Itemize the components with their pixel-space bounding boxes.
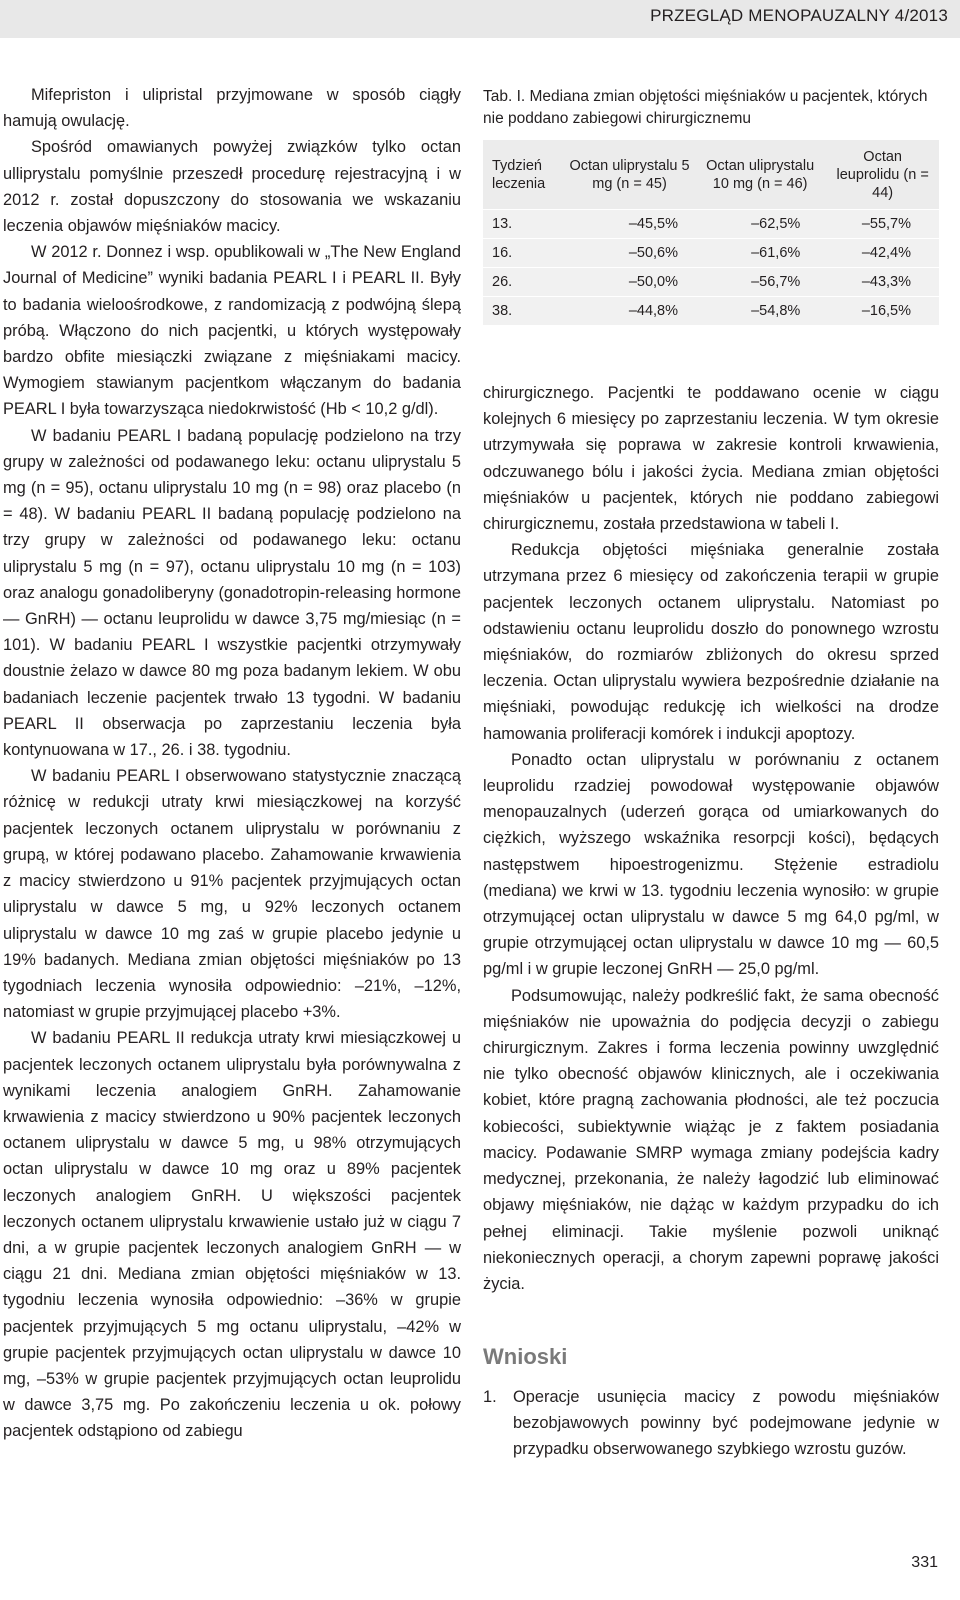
table-cell: –44,8% (565, 297, 694, 326)
table-cell: 26. (483, 268, 565, 297)
paragraph: Redukcja objętości mięśniaka generalnie została utrzymana przez 6 miesięcy od zakończenia terapii w grupie pacjentek leczonych octanem uliprystalu. Natomiast po odstawieniu octanu leuprolidu doszło do ponownego wzrostu mięśniaków, do rozmiarów zbliżonych do okresu sprzed leczenia. Octan uliprystalu wywiera bezpośrednie działanie na mięśniaki, powodując redukcję ich wielkości na drodze hamowania proliferacji komórek i indukcji apoptozy. (483, 541, 939, 743)
data-table (483, 140, 939, 325)
table-cell: –62,5% (694, 210, 826, 239)
table-caption: Tab. I. Mediana zmian objętości mięśniaków u pacjentek, których nie poddano zabiegowi chirurgicznemu (483, 88, 928, 127)
table-cell: 13. (483, 210, 565, 239)
table-1 (483, 86, 939, 325)
table-row (483, 268, 939, 297)
list-text: Operacje usunięcia macicy z powodu mięśniaków bezobjawowych powinny być podejmowane jedynie w przypadku obserwowanego szybkiego wzrostu guzów. (513, 1388, 939, 1459)
paragraph: Ponadto octan uliprystalu w porównaniu z octanem leuprolidu rzadziej powodował występowanie objawów menopauzalnych (uderzeń gorąca od umiarkowanych do ciężkich, wyższego wskaźnika resorpcji kości), będących następstwem hipoestrogenizmu. Stężenie estradiolu (mediana) we krwi w 13. tygodniu leczenia wynosiło: w grupie otrzymującej octan uliprystalu w dawce 5 mg 64,0 pg/ml, w grupie otrzymującej octan uliprystalu w dawce 10 mg — 60,5 pg/ml i w grupie leczonej GnRH — 25,0 pg/ml. (483, 750, 939, 979)
running-header (0, 0, 960, 38)
page-number: 331 (911, 1554, 938, 1571)
paragraph: W badaniu PEARL I badaną populację podzielono na trzy grupy w zależności od podawanego leku: octanu uliprystalu 5 mg (n = 95), octanu uliprystalu 10 mg (n = 98) oraz placebo (n = 48). W badaniu PEARL II badaną populację podzielono na trzy grupy w zależności od podawanego leku: octanu uliprystalu 5 mg (n = 97), octanu uliprystalu 10 mg (n = 103) oraz analogu gonadoliberyny (gonadotropin-releasing hormone — GnRH) — octanu leuprolidu w dawce 3,75 mg/miesiąc (n = 101). W badaniu PEARL I wszystkie pacjentki otrzymywały doustnie żelazo w dawce 80 mg poza badanym lekiem. W obu badaniach leczenie pacjentek trwało 13 tygodni. W badaniu PEARL II obserwacja po zaprzestaniu leczenia była kontynuowana w 17., 26. i 38. tygodniu. (3, 426, 461, 760)
table-cell: 16. (483, 239, 565, 268)
header-cell: Tydzień leczenia (492, 158, 546, 192)
right-column (483, 380, 939, 1297)
table-cell: –16,5% (826, 297, 939, 326)
table-header-row (483, 140, 939, 210)
table-row (483, 210, 939, 239)
table-cell: –45,5% (565, 210, 694, 239)
left-column (3, 82, 461, 1445)
conclusions-list (483, 1384, 939, 1463)
header-cell: Octan leuprolidu (n = 44) (836, 149, 929, 201)
header-cell: Octan uliprystalu 10 mg (n = 46) (706, 158, 815, 192)
paragraph: chirurgicznego. Pacjentki te poddawano ocenie w ciągu kolejnych 6 miesięcy po zaprzestaniu leczenia. W tym okresie utrzymywała się poprawa w zakresie kontroli krwawienia, odczuwanego bólu i jakości życia. Mediana zmian objętości mięśniaków u pacjentek, których nie poddano zabiegowi chirurgicznemu, została przedstawiona w tabeli I. (483, 384, 939, 534)
table-cell: –56,7% (694, 268, 826, 297)
paragraph: W badaniu PEARL II redukcja utraty krwi miesiączkowej u pacjentek leczonych octanem uliprystalu była porównywalna z wynikami leczenia analogiem GnRH. Zahamowanie krwawienia z macicy stwierdzono u 90% pacjentek leczonych octanem uliprystalu w dawce 5 mg, u 98% otrzymujących octan uliprystalu w dawce 10 mg oraz u 89% pacjentek leczonych analogiem GnRH. U większości pacjentek leczonych octanem uliprystalu krwawienie ustało już w ciągu 7 dni, a w grupie pacjentek leczonych analogiem GnRH — w ciągu 21 dni. Mediana zmian objętości mięśniaków w 13. tygodniu leczenia wynosiła odpowiednio: –36% w grupie pacjentek przyjmujących 5 mg octanu uliprystalu, –42% w grupie pacjentek przyjmujących octan uliprystalu w dawce 10 mg, –53% w grupie pacjentek przyjmujących octan leuprolidu w dawce 3,75 mg. Po zakończeniu leczenia u ok. połowy pacjentek odstąpiono od zabiegu (3, 1029, 461, 1441)
table-cell: –54,8% (694, 297, 826, 326)
paragraph: Podsumowując, należy podkreślić fakt, że sama obecność mięśniaków nie upoważnia do podjęcia decyzji o zabiegu chirurgicznym. Zakres i forma leczenia powinny uwzględnić nie tylko obecność objawów klinicznych, ale i oczekiwania kobiet, które pragną zachowania płodności, ale też poczucia kobiecości, subiektywnie wiążąc je z faktem posiadania macicy. Podawanie SMRP wymaga zmiany podejścia kadry medycznej, przekonania, że należy łagodzić lub eliminować objawy mięśniaków, nie dążąc w każdym przypadku do ich pełnej eliminacji. Takie myślenie pozwoli uniknąć niekoniecznych operacji, a chorym zapewni poprawę jakości życia. (483, 986, 939, 1293)
table-cell: 38. (483, 297, 565, 326)
journal-title: PRZEGLĄD MENOPAUZALNY 4/2013 (650, 6, 948, 25)
table-cell: –42,4% (826, 239, 939, 268)
table-row (483, 297, 939, 326)
table-row (483, 239, 939, 268)
paragraph: W badaniu PEARL I obserwowano statystycznie znaczącą różnicę w redukcji utraty krwi miesiączkowej na korzyść pacjentek leczonych octanem uliprystalu w porównaniu z grupą, w której podawano placebo. Zahamowanie krwawienia z macicy stwierdzono u 91% pacjentek przyjmujących octan uliprystalu w dawce 5 mg, u 92% leczonych octanem uliprystalu w dawce 10 mg zaś w grupie placebo jedynie u 19% badanych. Mediana zmian objętości mięśniaków po 13 tygodniach leczenia wynosiła odpowiednio: –21%, –12%, natomiast w grupie przyjmującej placebo +3%. (3, 767, 461, 1022)
table-cell: –43,3% (826, 268, 939, 297)
header-cell: Octan uliprystalu 5 mg (n = 45) (569, 158, 690, 192)
conclusions-heading: Wnioski (483, 1344, 568, 1369)
paragraph: Mifepriston i ulipristal przyjmowane w sposób ciągły hamują owulację. (3, 86, 461, 131)
table-cell: –61,6% (694, 239, 826, 268)
table-cell: –55,7% (826, 210, 939, 239)
paragraph: Spośród omawianych powyżej związków tylko octan ulliprystalu pomyślnie przeszedł procedurę rejestracyjną i w 2012 r. został dopuszczony do stosowania we wskazaniu leczenia objawów mięśniaków macicy. (3, 138, 461, 236)
list-item (483, 1384, 939, 1463)
table-cell: –50,0% (565, 268, 694, 297)
paragraph: W 2012 r. Donnez i wsp. opublikowali w „The New England Journal of Medicine” wyniki badania PEARL I i PEARL II. Były to badania wieloośrodkowe, z randomizacją z podwójną ślepą próbą. Włączono do nich pacjentki, u których występowały bardzo obfite miesiączki związane z mięśniakami macicy. Wymogiem stawianym pacjentkom włączanym do badania PEARL I była towarzysząca niedokrwistość (Hb < 10,2 g/dl). (3, 243, 461, 419)
table-cell: –50,6% (565, 239, 694, 268)
list-number: 1. (483, 1388, 497, 1406)
